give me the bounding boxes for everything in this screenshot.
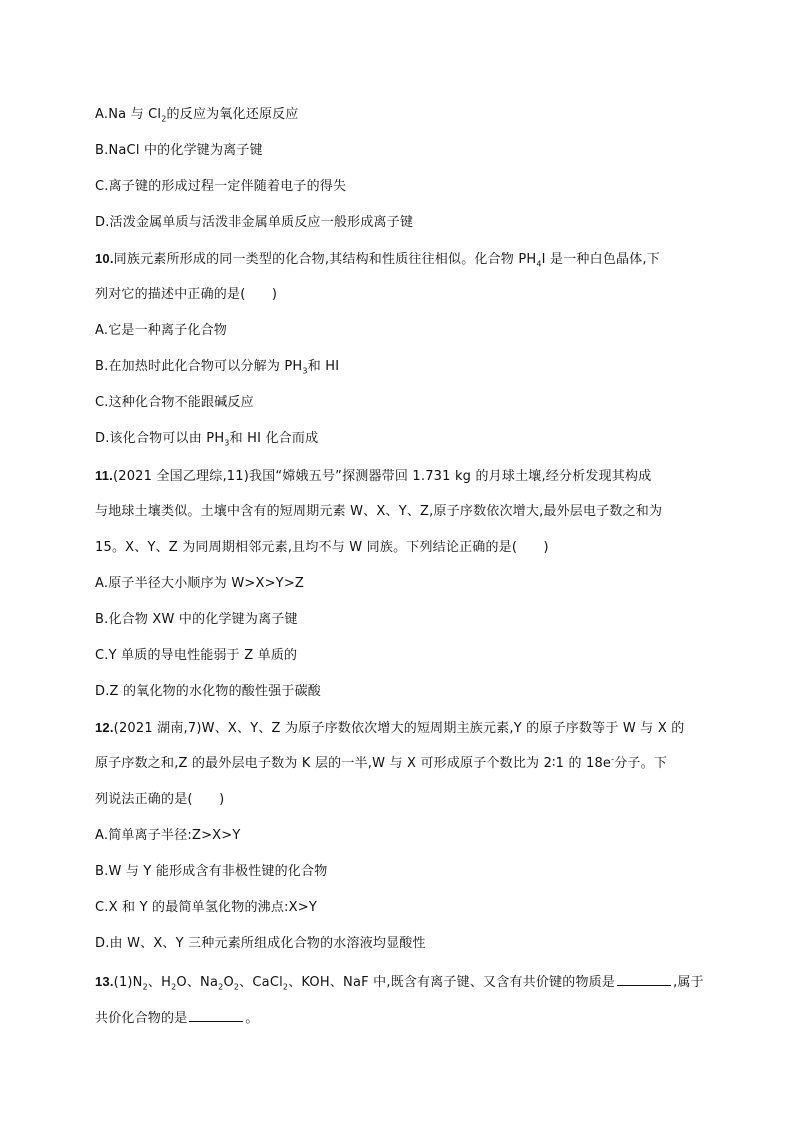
q11-option-a: A.原子半径大小顺序为 W>X>Y>Z — [95, 576, 305, 591]
q11-option-d: D.Z 的氧化物的水化物的酸性强于碳酸 — [95, 684, 321, 699]
answer-blank-2[interactable] — [189, 1007, 243, 1022]
q13-line1: $13.(1)N_2$、$H_2O$、$Na_2O_2$、CaCl$_2$、KOH、NaF 中,既含有离子键、又含有共价键的物质是 ,属于 — [95, 971, 704, 992]
q9-option-b: B.NaCl 中的化学键为离子键 — [95, 143, 263, 158]
q9-option-d: D.活泼金属单质与活泼非金属单质反应一般形成离子键 — [95, 215, 414, 230]
q12-stem-line2: 原子序数之和,Z 的最外层电子数为 K 层的一半,W 与 X 可形成原子个数比为 2∶1 的 18e-分子。下 — [95, 754, 668, 771]
q10-number: 10. — [95, 251, 114, 266]
q11-stem-line1: 11.(2021 全国乙理综,11)我国“嫦娥五号”探测器带回 1.731 kg 的月球土壤,经分析发现其构成 — [95, 468, 652, 484]
q12-stem-line1: 12.(2021 湖南,7)W、X、Y、Z 为原子序数依次增大的短周期主族元素,Y 的原子序数等于 W 与 X 的 — [95, 720, 685, 736]
q10-stem-line1: 10.同族元素所形成的同一类型的化合物,其结构和性质往往相似。化合物 $PH_4I$ 是一种白色晶体,下 — [95, 251, 660, 269]
q10-option-c: C.这种化合物不能跟碱反应 — [95, 395, 254, 410]
q9-option-c: C.离子键的形成过程一定伴随着电子的得失 — [95, 179, 347, 194]
q13-number: 13. — [95, 974, 114, 989]
q10-option-d: D.该化合物可以由 $PH_3$和 HI 化合而成 — [95, 431, 319, 448]
q11-number: 11. — [95, 468, 113, 483]
answer-blank-1[interactable] — [617, 971, 671, 986]
q11-option-b: B.化合物 XW 中的化学键为离子键 — [95, 612, 298, 627]
q10-stem-line2: 列对它的描述中正确的是( ) — [95, 287, 278, 302]
q13-line2: 共价化合物的是 。 — [95, 1007, 259, 1028]
q12-stem-line3: 列说法正确的是( ) — [95, 792, 225, 807]
q11-stem-line2: 与地球土壤类似。土壤中含有的短周期元素 W、X、Y、Z,原子序数依次增大,最外层电子数之和为 — [95, 504, 663, 519]
q11-stem-line3: 15。X、Y、Z 为同周期相邻元素,且均不与 W 同族。下列结论正确的是( ) — [95, 540, 549, 555]
q10-option-b: B.在加热时此化合物可以分解为 $PH_3$和 HI — [95, 359, 340, 376]
q10-option-a: A.它是一种离子化合物 — [95, 323, 227, 338]
q12-number: 12. — [95, 720, 114, 735]
q9-option-a: A.Na 与 $Cl_2$的反应为氧化还原反应 — [95, 107, 299, 124]
q12-option-d: D.由 W、X、Y 三种元素所组成化合物的水溶液均显酸性 — [95, 936, 426, 951]
q11-option-c: C.Y 单质的导电性能弱于 Z 单质的 — [95, 648, 298, 663]
q12-option-b: B.W 与 Y 能形成含有非极性键的化合物 — [95, 864, 328, 879]
q12-option-c: C.X 和 Y 的最简单氢化物的沸点:X>Y — [95, 900, 317, 915]
q12-option-a: A.简单离子半径:Z>X>Y — [95, 828, 241, 843]
